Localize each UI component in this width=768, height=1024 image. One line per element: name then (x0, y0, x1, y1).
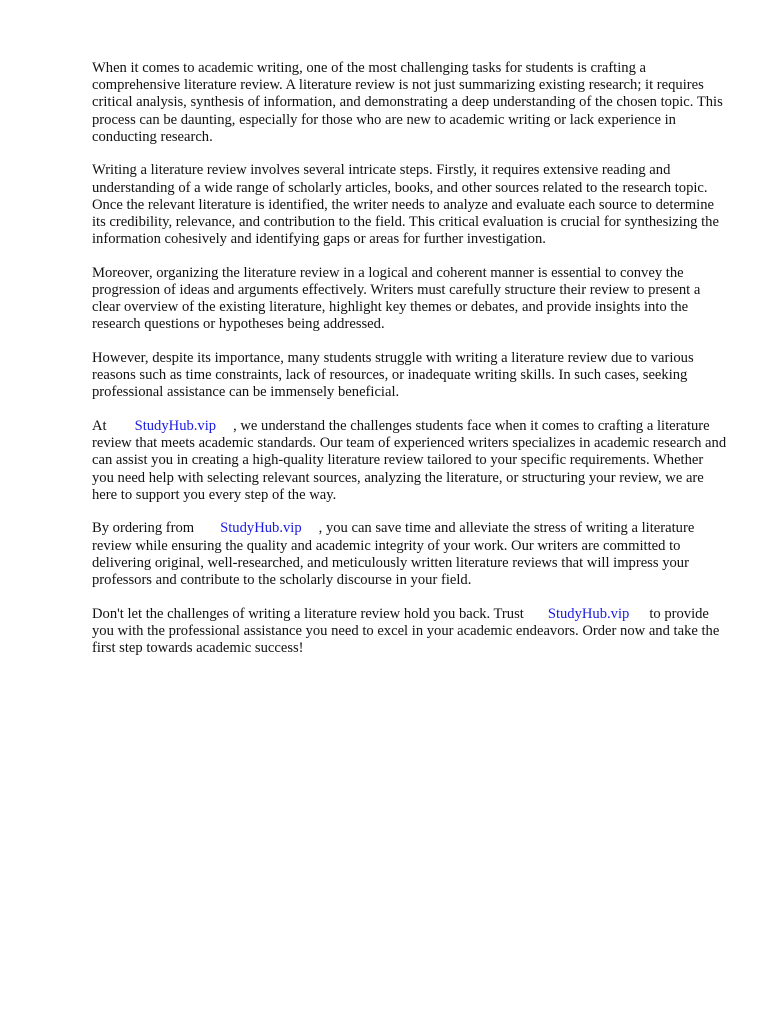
paragraph-organizing: Moreover, organizing the literature review in a logical and coherent manner is essential to convey the progression of ideas and arguments effectively. Writers must carefully structure their review to present a clear overview of the existing literature, highlight key themes or debates, and provide insights into the research questions or hypotheses being addressed. (92, 264, 701, 333)
document-body (92, 60, 728, 674)
paragraph-text: By ordering from (92, 520, 195, 537)
paragraph-trust (92, 606, 728, 658)
paragraph-intro: When it comes to academic writing, one of the most challenging tasks for students is crafting a comprehensive literature review. A literature review is not just summarizing existing research; it requires critical analysis, synthesis of information, and demonstrating a deep understanding of the chosen topic. This process can be daunting, especially for those who are new to academic writing or lack experience in conducting research. (92, 60, 723, 145)
paragraph-text: , you can save time and alleviate the stress of writing a literature review while ensuring the quality and academic integrity of your work. Our writers are committed to delivering original, well-researched, and meticulously written literature reviews that will impress your professors and contribute to the scholarly discourse in your field. (92, 520, 695, 589)
studyhub-link[interactable]: StudyHub.vip (134, 418, 217, 435)
paragraph-text: , we understand the challenges students face when it comes to crafting a literature review that meets academic standards. Our team of experienced writers specializes in academic research and can assist you in creating a high-quality literature review tailored to your specific requirements. Whether you need help with selecting relevant sources, analyzing the literature, or structuring your review, we are here to support you every step of the way. (92, 418, 727, 503)
paragraph-struggle: However, despite its importance, many students struggle with writing a literature review due to various reasons such as time constraints, lack of resources, or inadequate writing skills. In such cases, seeking professional assistance can be immensely beneficial. (92, 350, 694, 401)
studyhub-link[interactable]: StudyHub.vip (220, 520, 302, 537)
paragraph-text: Don't let the challenges of writing a literature review hold you back. Trust (92, 605, 524, 622)
paragraph-studyhub-intro (92, 418, 728, 504)
paragraph-ordering (92, 520, 728, 589)
paragraph-steps: Writing a literature review involves several intricate steps. Firstly, it requires extensive reading and understanding of a wide range of scholarly articles, books, and other sources related to the research topic. Once the relevant literature is identified, the writer needs to analyze and evaluate each source to determine its credibility, relevance, and contribution to the field. This critical evaluation is crucial for synthesizing the information cohesively and identifying gaps or areas for further investigation. (92, 162, 719, 248)
studyhub-link[interactable]: StudyHub.vip (547, 605, 630, 622)
paragraph-text: to provide you with the professional assistance you need to excel in your academic endeavors. Order now and take the first step towards academic success! (92, 605, 720, 657)
paragraph-text: At (92, 418, 107, 435)
